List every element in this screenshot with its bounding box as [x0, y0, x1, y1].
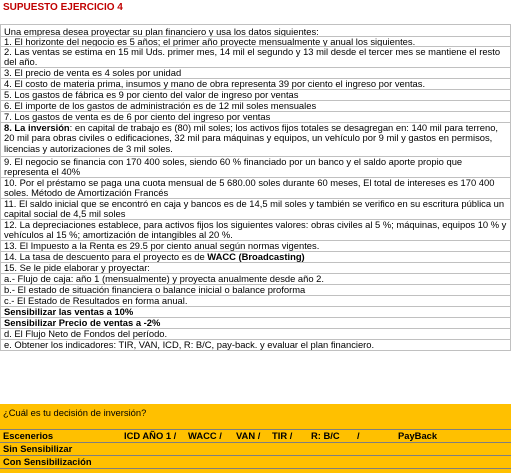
header-separator: / [357, 430, 360, 441]
line-text: 6. El importe de los gastos de administración es de 12 mil soles mensuales [4, 101, 317, 111]
bold-text: Sensibilizar Precio de ventas a -2% [4, 318, 161, 328]
text-line-20 [0, 307, 511, 318]
line-text: Una empresa desea proyectar su plan financiero y usa los datos siguientes: [4, 26, 319, 37]
header-icd: ICD AÑO 1 / [124, 430, 177, 441]
row-label-con: Con Sensibilización [3, 456, 92, 467]
line-text: b.- El estado de situación financiera o balance inicial o balance proforma [4, 285, 306, 295]
header-van: VAN / [236, 430, 261, 441]
line-text: 1. El horizonte del negocio es 5 años; el primer año proyecte mensualmente y anual los siguientes. [4, 37, 416, 47]
text-line-1 [0, 25, 511, 37]
line-text: e. Obtener los indicadores: TIR, VAN, ICD, R: B/C, pay-back. y evaluar el plan financiero. [4, 340, 375, 350]
text-line-19 [0, 296, 511, 307]
line-text: 12. La depreciaciones establece, para activos fijos los siguientes valores: obras civiles al 5 %; máquinas, equipos 10 % y vehículos al 15 %; amortización de intangibles al 20 %. [4, 220, 507, 241]
header-wacc: WACC / [188, 430, 222, 441]
line-text: 5. Los gastos de fábrica es 9 por ciento del valor de ingreso por ventas [4, 90, 299, 100]
text-line-5 [0, 79, 511, 90]
header-payback: PayBack [398, 430, 438, 441]
text-line-9 [0, 123, 511, 157]
line-text: 2. Las ventas se estima en 15 mil Uds. primer mes, 14 mil el segundo y 13 mil desde el tercer mes se mantiene el resto del año. [4, 47, 501, 68]
text-line-10 [0, 157, 511, 178]
text-line-15 [0, 252, 511, 263]
header-tir: TIR / [272, 430, 293, 441]
line-text: : en capital de trabajo es (80) mil soles; los activos fijos totales se desagregan en: 140 mil para terreno, 20 mil para obras civiles o edificaciones, 32 mil para máquinas y equipos, un vehículo por 9 mil y gastos en permisos, licencias y autorizaciones de 3 mil soles. [4, 123, 499, 154]
text-line-16 [0, 263, 511, 274]
line-text: d. El Flujo Neto de Fondos del período. [4, 329, 168, 339]
line-text: 13. El Impuesto a la Renta es 29.5 por ciento anual según normas vigentes. [4, 241, 320, 251]
text-line-2 [0, 37, 511, 47]
line-text: 3. El precio de venta es 4 soles por unidad [4, 68, 182, 78]
text-line-18 [0, 285, 511, 296]
text-line-8 [0, 112, 511, 123]
header-rbc: R: B/C [311, 430, 340, 441]
table-row [0, 456, 511, 469]
text-line-12 [0, 199, 511, 220]
text-line-4 [0, 68, 511, 79]
sheet-title: SUPUESTO EJERCICIO 4 [3, 2, 123, 13]
bold-text: WACC (Broadcasting) [207, 252, 305, 262]
line-text: 7. Los gastos de venta es de 6 por ciento del ingreso por ventas [4, 112, 271, 122]
table-header-row [0, 430, 511, 443]
text-line-7 [0, 101, 511, 112]
line-text: 9. El negocio se financia con 170 400 soles, siendo 60 % financiado por un banco y el saldo aporte propio que representa el 40% [4, 157, 463, 178]
row-label-sin: Sin Sensibilizar [3, 443, 73, 454]
line-text: 15. Se le pide elaborar y proyectar: [4, 263, 150, 273]
line-text: 10. Por el préstamo se paga una cuota mensual de 5 680.00 soles durante 60 meses, El total de intereses es 170 400 soles. Método de Amortización Francés [4, 178, 495, 199]
scenarios-table [0, 429, 511, 469]
text-line-17 [0, 274, 511, 285]
line-text: c.- El Estado de Resultados en forma anual. [4, 296, 188, 306]
text-line-13 [0, 220, 511, 241]
table-row [0, 443, 511, 456]
text-line-3 [0, 47, 511, 68]
bold-text: 8. La inversión [4, 123, 70, 133]
line-text: 11. El saldo inicial que se encontró en caja y bancos es de 14,5 mil soles y también se verifico en su escritura pública un capital social de 4,5 mil soles [4, 199, 505, 220]
text-line-23 [0, 340, 511, 351]
text-line-6 [0, 90, 511, 101]
bold-text: Sensibilizar las ventas a 10% [4, 307, 134, 317]
line-text: 4. El costo de materia prima, insumos y mano de obra representa 39 por ciento el ingreso por ventas. [4, 79, 426, 89]
line-text: 14. La tasa de descuento para el proyecto es de [4, 252, 208, 262]
text-line-11 [0, 178, 511, 199]
text-line-14 [0, 241, 511, 252]
text-line-22 [0, 329, 511, 340]
exercise-text-grid [0, 24, 511, 351]
header-scenarios: Escenerios [3, 430, 54, 441]
decision-question: ¿Cuál es tu decisión de inversión? [3, 407, 147, 418]
line-text: a.- Flujo de caja: año 1 (mensualmente) y proyecta anualmente desde año 2. [4, 274, 324, 284]
text-line-21 [0, 318, 511, 329]
